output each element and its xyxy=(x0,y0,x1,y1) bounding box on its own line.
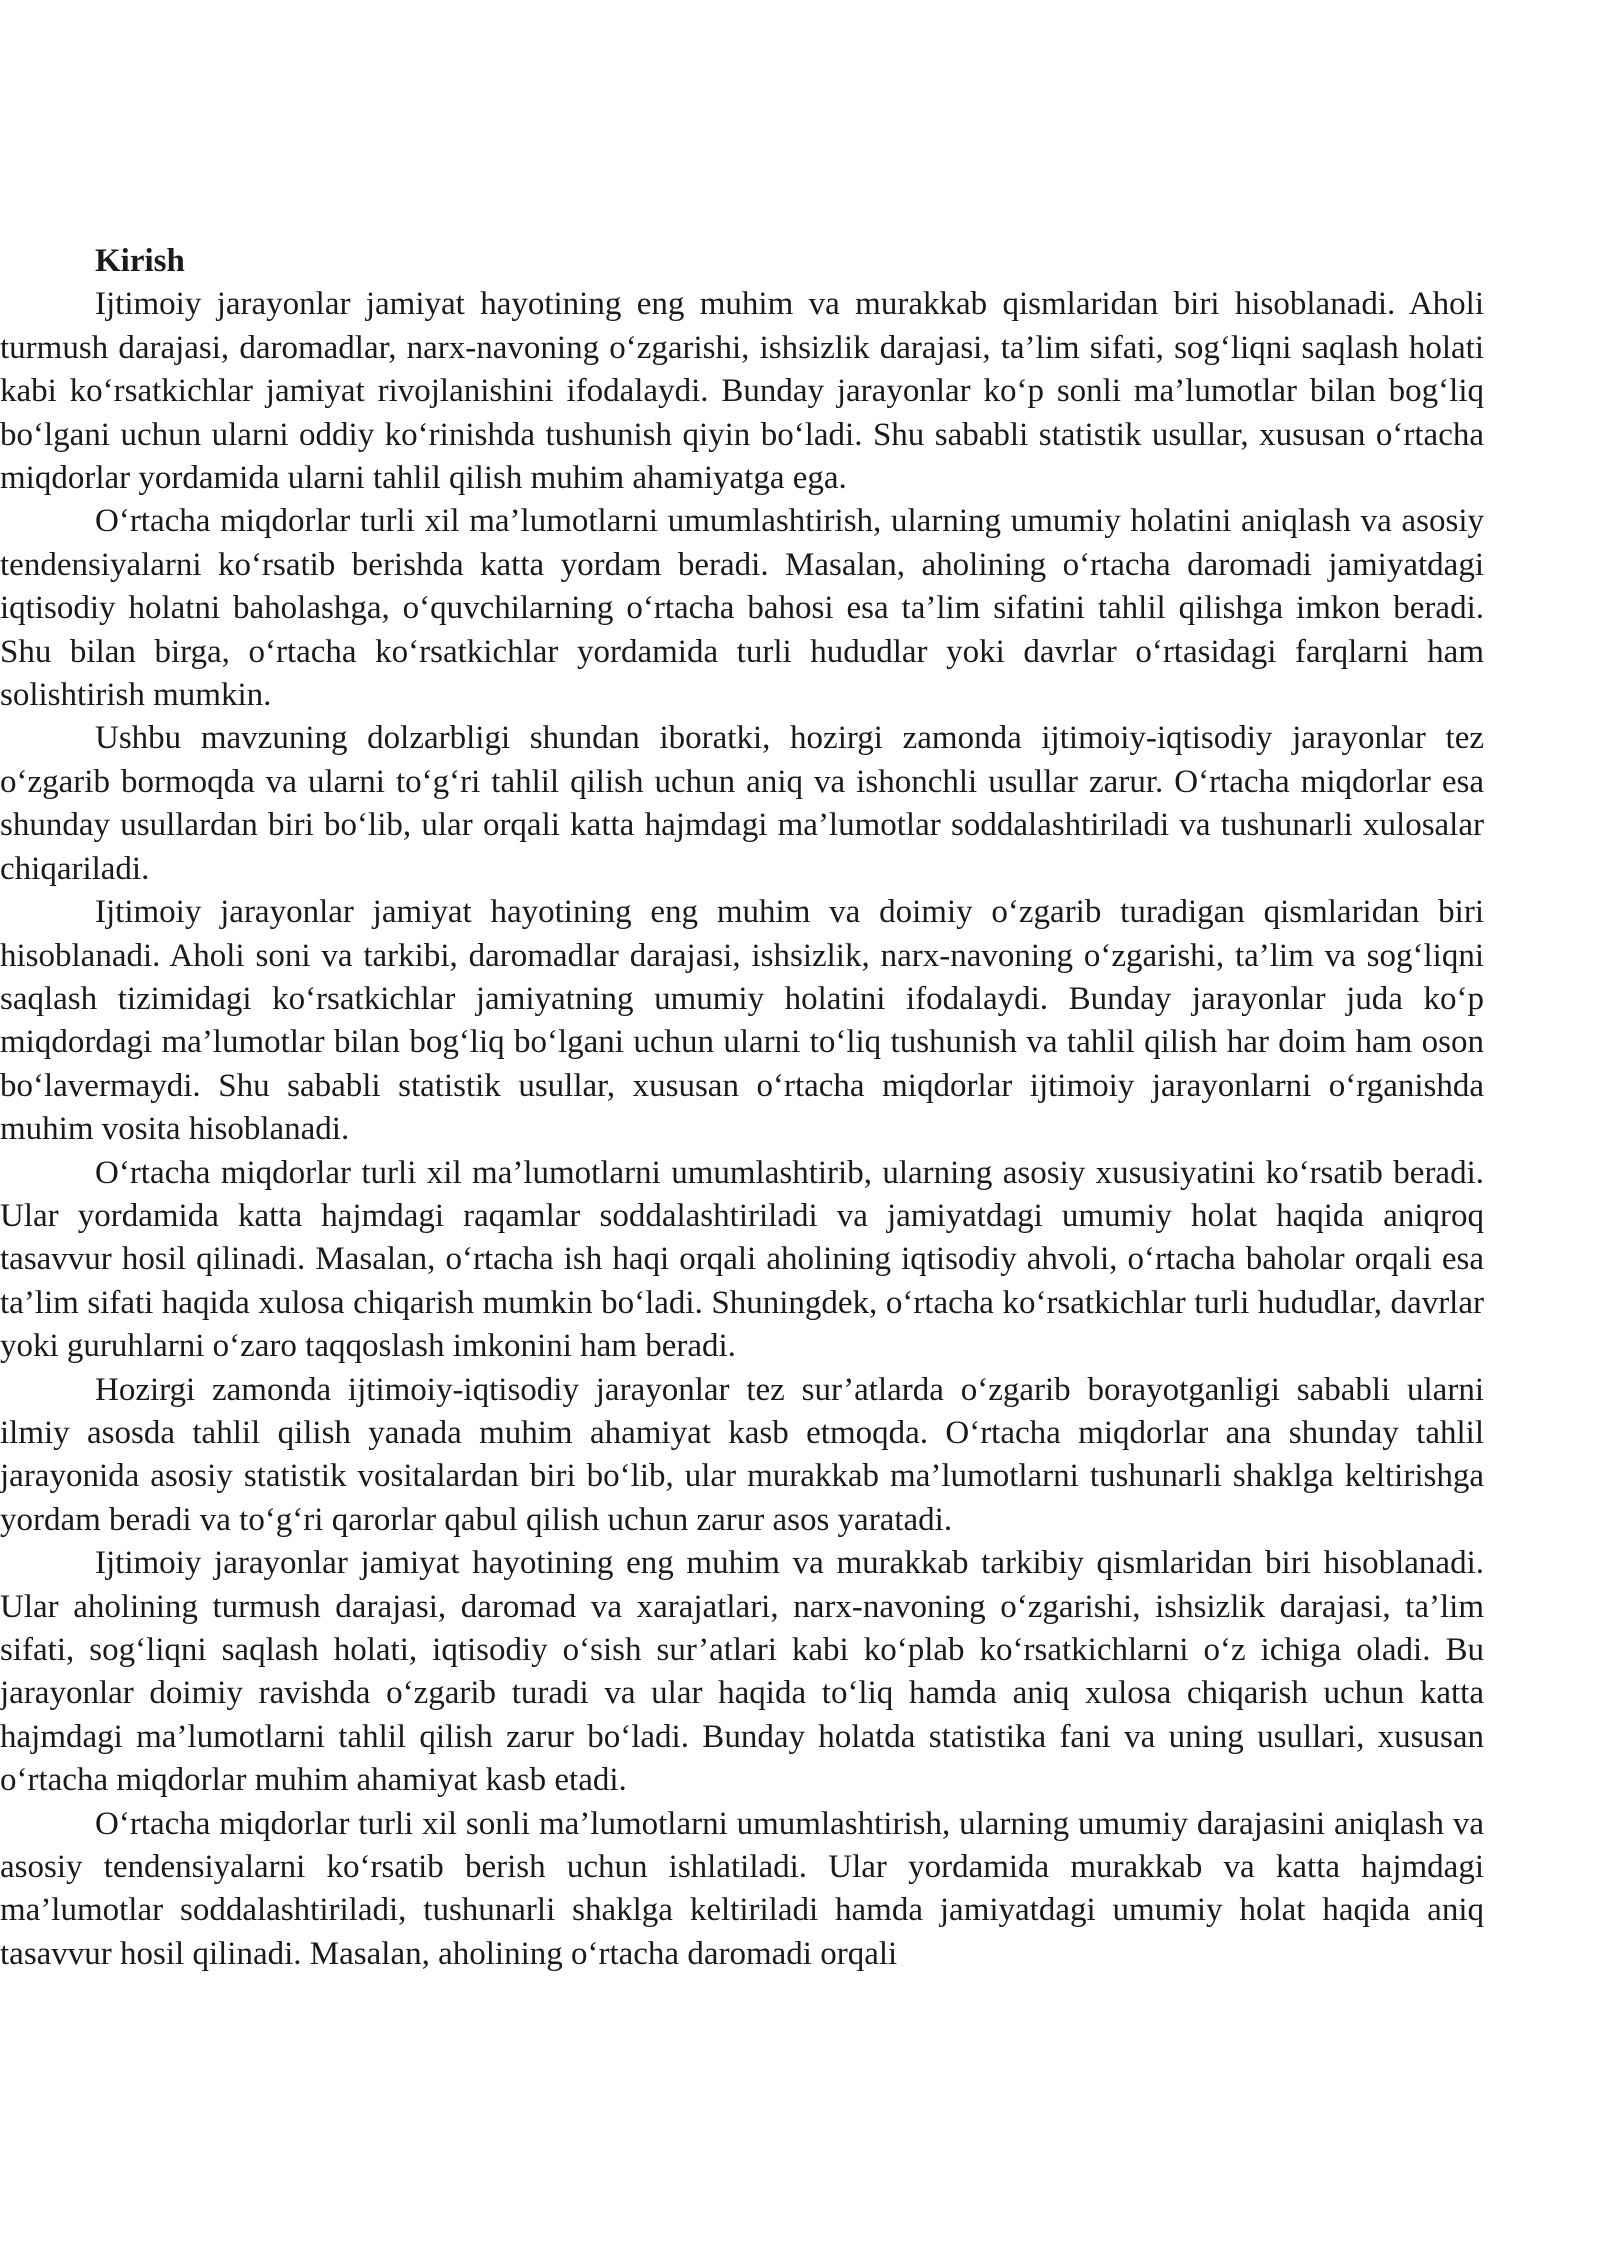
paragraph-4: Ijtimoiy jarayonlar jamiyat hayotining eng muhim va doimiy o‘zgarib turadigan qismlaridan biri hisoblanadi. Aholi soni va tarkibi, daromadlar darajasi, ishsizlik, narx-navoning o‘zgarishi, ta’lim va sog‘liqni saqlash tizimidagi ko‘rsatkichlar jamiyatning umumiy holatini ifodalaydi. Bunday jarayonlar juda ko‘p miqdordagi ma’lumotlar bilan bog‘liq bo‘lgani uchun ularni to‘liq tushunish va tahlil qilish har doim ham oson bo‘lavermaydi. Shu sababli statistik usullar, xususan o‘rtacha miqdorlar ijtimoiy jarayonlarni o‘rganishda muhim vosita hisoblanadi. xyxy=(0,894,1484,1148)
paragraph-8: O‘rtacha miqdorlar turli xil sonli ma’lumotlarni umumlashtirish, ularning umumiy darajasini aniqlash va asosiy tendensiyalarni ko‘rsatib berish uchun ishlatiladi. Ular yordamida murakkab va katta hajmdagi ma’lumotlar soddalashtiriladi, tushunarli shaklga keltiriladi hamda jamiyatdagi umumiy holat haqida aniq tasavvur hosil qilinadi. Masalan, aholining o‘rtacha daromadi orqali xyxy=(0,1805,1484,1972)
section-heading: Kirish xyxy=(95,243,185,279)
paragraph-1: Ijtimoiy jarayonlar jamiyat hayotining eng muhim va murakkab qismlaridan biri hisoblanadi. Aholi turmush darajasi, daromadlar, narx-navoning o‘zgarishi, ishsizlik darajasi, ta’lim sifati, sog‘liqni saqlash holati kabi ko‘rsatkichlar jamiyat rivojlanishini ifodalaydi. Bunday jarayonlar ko‘p sonli ma’lumotlar bilan bog‘liq bo‘lgani uchun ularni oddiy ko‘rinishda tushunish qiyin bo‘ladi. Shu sababli statistik usullar, xususan o‘rtacha miqdorlar yordamida ularni tahlil qilish muhim ahamiyatga ega. xyxy=(0,286,1484,497)
paragraph-5: O‘rtacha miqdorlar turli xil ma’lumotlarni umumlashtirib, ularning asosiy xususiyatini ko‘rsatib beradi. Ular yordamida katta hajmdagi raqamlar soddalashtiriladi va jamiyatdagi umumiy holat haqida aniqroq tasavvur hosil qilinadi. Masalan, o‘rtacha ish haqi orqali aholining iqtisodiy ahvoli, o‘rtacha baholar orqali esa ta’lim sifati haqida xulosa chiqarish mumkin bo‘ladi. Shuningdek, o‘rtacha ko‘rsatkichlar turli hududlar, davrlar yoki guruhlarni o‘zaro taqqoslash imkonini ham beradi. xyxy=(0,1154,1484,1365)
paragraph-3: Ushbu mavzuning dolzarbligi shundan iboratki, hozirgi zamonda ijtimoiy-iqtisodiy jarayonlar tez o‘zgarib bormoqda va ularni to‘g‘ri tahlil qilish uchun aniq va ishonchli usullar zarur. O‘rtacha miqdorlar esa shunday usullardan biri bo‘lib, ular orqali katta hajmdagi ma’lumotlar soddalashtiriladi va tushunarli xulosalar chiqariladi. xyxy=(0,720,1484,887)
paragraph-2: O‘rtacha miqdorlar turli xil ma’lumotlarni umumlashtirish, ularning umumiy holatini aniqlash va asosiy tendensiyalarni ko‘rsatib berishda katta yordam beradi. Masalan, aholining o‘rtacha daromadi jamiyatdagi iqtisodiy holatni baholashga, o‘quvchilarning o‘rtacha bahosi esa ta’lim sifatini tahlil qilishga imkon beradi. Shu bilan birga, o‘rtacha ko‘rsatkichlar yordamida turli hududlar yoki davrlar o‘rtasidagi farqlarni ham solishtirish mumkin. xyxy=(0,503,1484,714)
paragraph-7: Ijtimoiy jarayonlar jamiyat hayotining eng muhim va murakkab tarkibiy qismlaridan biri hisoblanadi. Ular aholining turmush darajasi, daromad va xarajatlari, narx-navoning o‘zgarishi, ishsizlik darajasi, ta’lim sifati, sog‘liqni saqlash holati, iqtisodiy o‘sish sur’atlari kabi ko‘plab ko‘rsatkichlarni o‘z ichiga oladi. Bu jarayonlar doimiy ravishda o‘zgarib turadi va ular haqida to‘liq hamda aniq xulosa chiqarish uchun katta hajmdagi ma’lumotlarni tahlil qilish zarur bo‘ladi. Bunday holatda statistika fani va uning usullari, xususan o‘rtacha miqdorlar muhim ahamiyat kasb etadi. xyxy=(0,1545,1484,1799)
paragraph-6: Hozirgi zamonda ijtimoiy-iqtisodiy jarayonlar tez sur’atlarda o‘zgarib borayotganligi sababli ularni ilmiy asosda tahlil qilish yanada muhim ahamiyat kasb etmoqda. O‘rtacha miqdorlar ana shunday tahlil jarayonida asosiy statistik vositalardan biri bo‘lib, ular murakkab ma’lumotlarni tushunarli shaklga keltirishga yordam beradi va to‘g‘ri qarorlar qabul qilish uchun zarur asos yaratadi. xyxy=(0,1371,1484,1538)
document-body xyxy=(0,240,1484,1976)
